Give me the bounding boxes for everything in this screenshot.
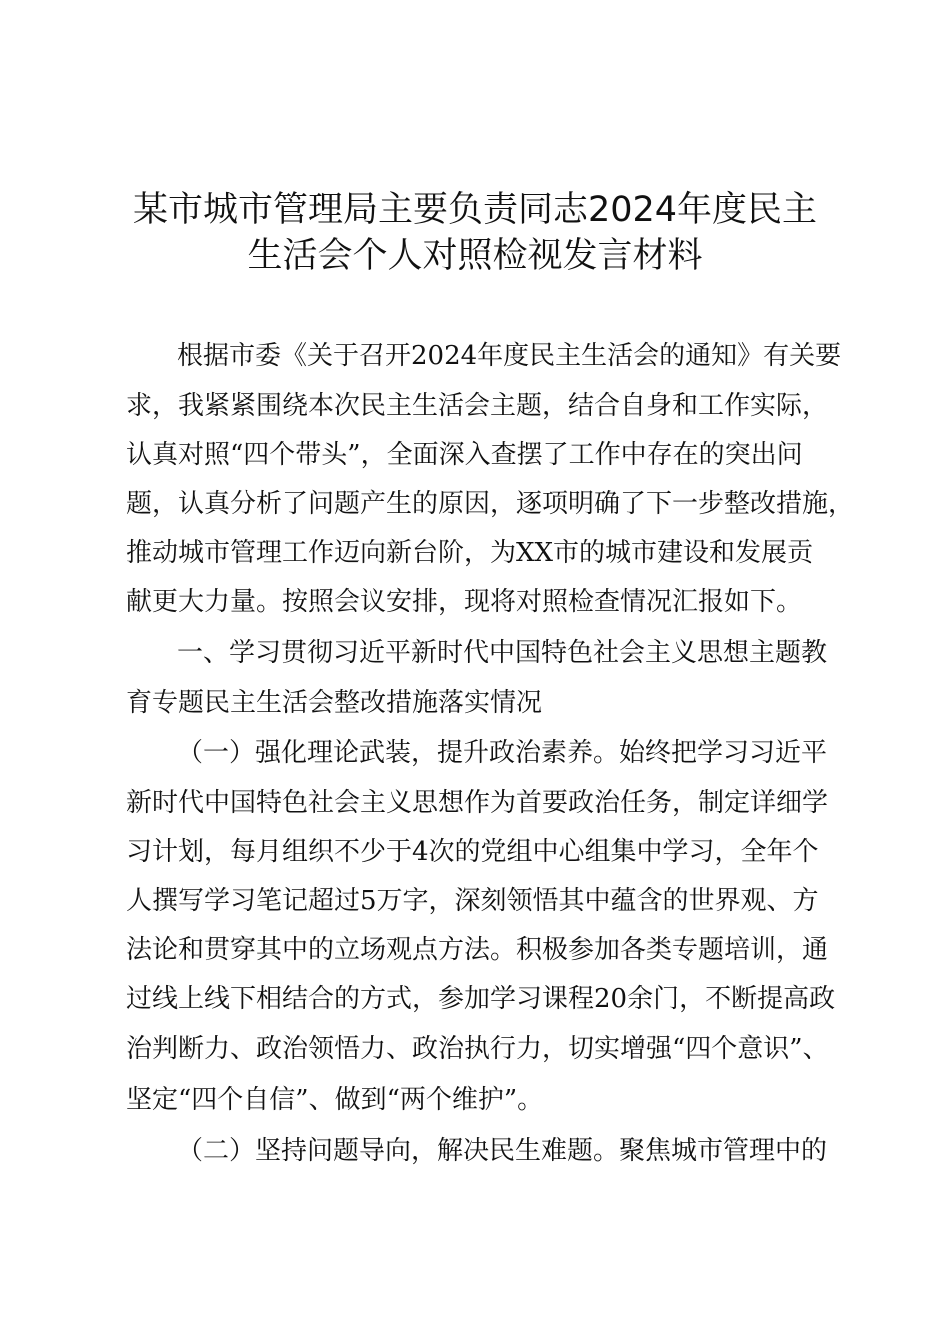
paragraph-line: （一）强化理论武装，提升政治素养。始终把学习习近平 <box>177 738 828 768</box>
paragraph-line: 献更大力量。按照会议安排，现将对照检查情况汇报如下。 <box>126 587 803 617</box>
paragraph-line: 认真对照“四个带头”，全面深入查摆了工作中存在的突出问 <box>126 440 803 470</box>
paragraph-line: 治判断力、政治领悟力、政治执行力，切实增强“四个意识”、 <box>126 1034 829 1064</box>
paragraph-line: 坚定“四个自信”、做到“两个维护”。 <box>126 1085 544 1115</box>
paragraph-line: 法论和贯穿其中的立场观点方法。积极参加各类专题培训，通 <box>126 935 829 965</box>
section-heading-line: 育专题民主生活会整改措施落实情况 <box>126 688 543 718</box>
paragraph-line: 人撰写学习笔记超过5万字，深刻领悟其中蕴含的世界观、方 <box>126 886 819 916</box>
document-title-line-2: 生活会个人对照检视发言材料 <box>247 236 703 276</box>
paragraph-line: （二）坚持问题导向，解决民生难题。聚焦城市管理中的 <box>177 1136 828 1166</box>
paragraph-line: 推动城市管理工作迈向新台阶，为XX市的城市建设和发展贡 <box>126 538 814 568</box>
section-heading-line: 一、学习贯彻习近平新时代中国特色社会主义思想主题教 <box>177 638 828 668</box>
paragraph-line: 过线上线下相结合的方式，参加学习课程20余门，不断提高政 <box>126 984 836 1014</box>
paragraph-line: 习计划，每月组织不少于4次的党组中心组集中学习，全年个 <box>126 837 819 867</box>
paragraph-line: 题，认真分析了问题产生的原因，逐项明确了下一步整改措施， <box>126 489 855 519</box>
paragraph-line: 求，我紧紧围绕本次民主生活会主题，结合自身和工作实际， <box>126 391 829 421</box>
paragraph-line: 新时代中国特色社会主义思想作为首要政治任务，制定详细学 <box>126 788 829 818</box>
document-title-line-1: 某市城市管理局主要负责同志2024年度民主 <box>132 190 818 230</box>
paragraph-line: 根据市委《关于召开2024年度民主生活会的通知》有关要 <box>177 341 842 371</box>
